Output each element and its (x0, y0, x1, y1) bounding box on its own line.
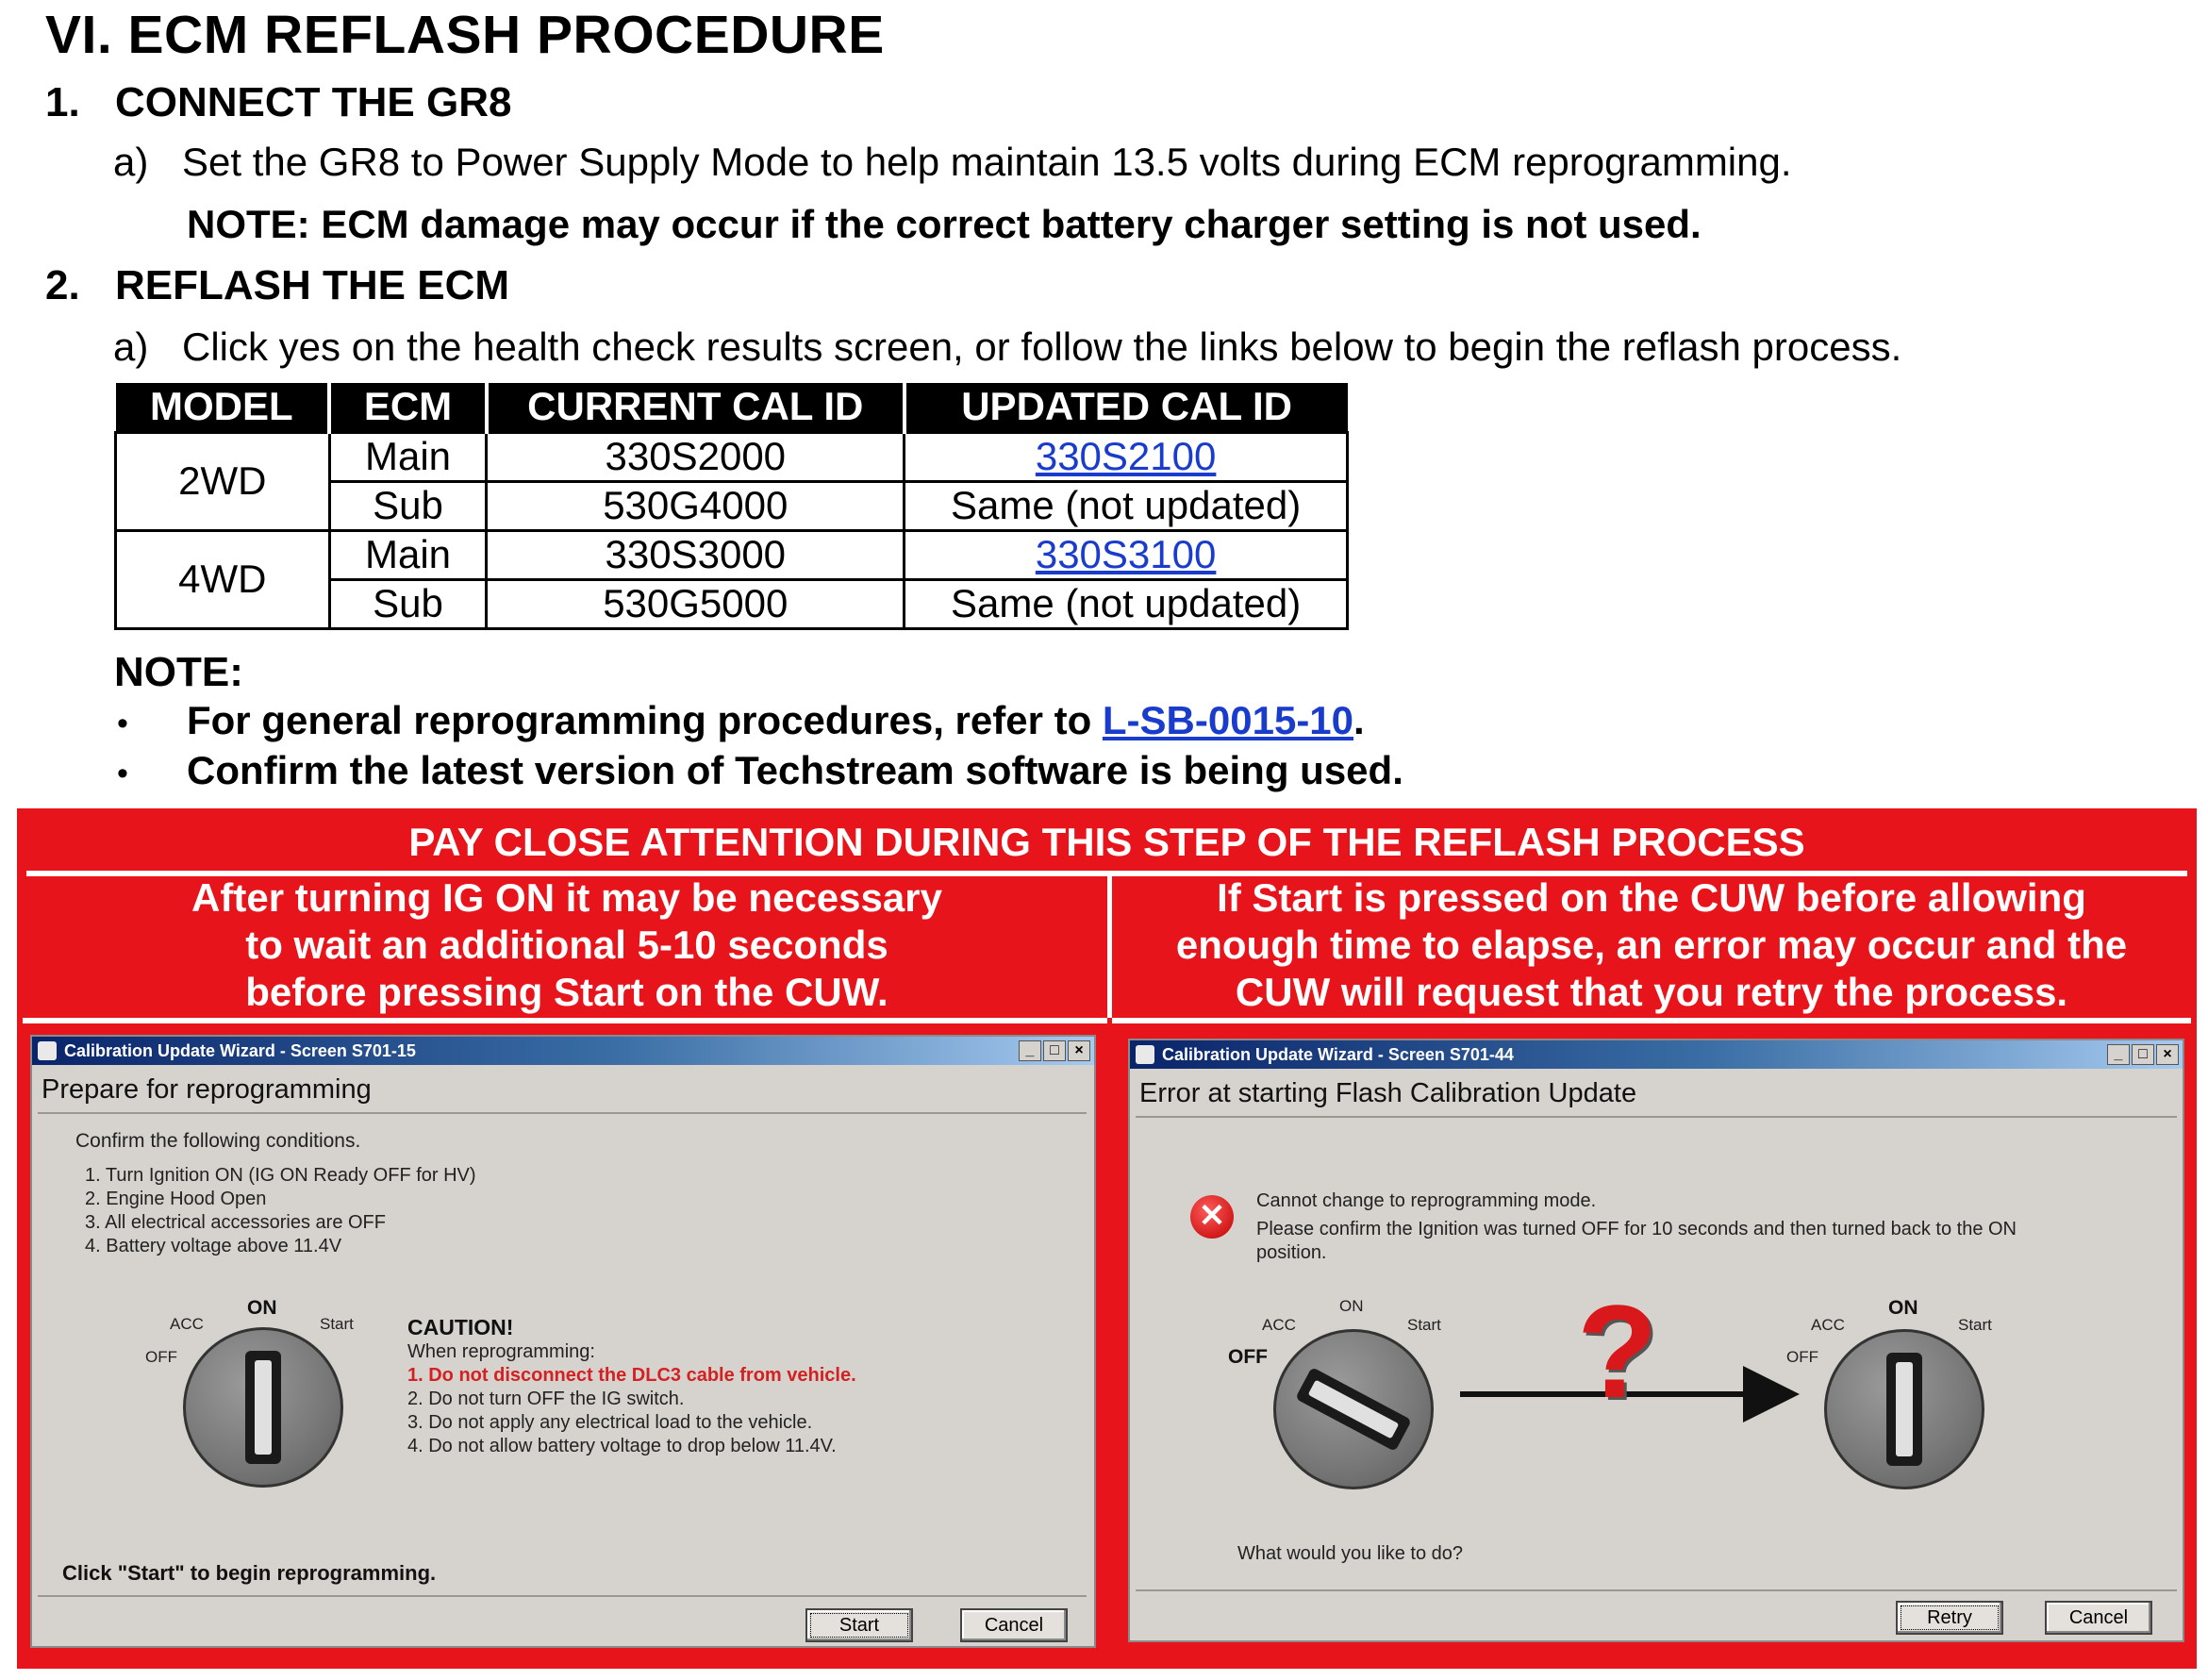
condition-item: 3. All electrical accessories are OFF (85, 1212, 386, 1233)
ignition-key-on-icon (1824, 1329, 1984, 1489)
step2-item-text: Click yes on the health check results screen, or follow the links below to begin the reflash process. (182, 324, 1902, 369)
step2-number: 2. (45, 262, 80, 308)
key-label-off: OFF (1786, 1348, 1818, 1366)
left-subhead-line: After turning IG ON it may be necessary (191, 875, 942, 920)
header-updated-cal-id: UPDATED CAL ID (905, 383, 1348, 432)
key-label-acc: ACC (170, 1315, 204, 1333)
cuw-window-prepare (30, 1035, 1096, 1648)
left-subhead-line: to wait an additional 5-10 seconds (245, 923, 888, 967)
window-title: Calibration Update Wizard - Screen S701-44 (1162, 1045, 1514, 1064)
error-message: Cannot change to reprogramming mode. (1256, 1190, 1597, 1211)
updated-cal-cell (905, 530, 1348, 579)
header-model: MODEL (116, 383, 330, 432)
attention-banner: PAY CLOSE ATTENTION DURING THIS STEP OF THE REFLASH PROCESS (408, 820, 1805, 864)
notes-label: NOTE: (114, 649, 243, 695)
bullet-glyph: • (117, 756, 128, 791)
key-label-start: Start (320, 1315, 354, 1333)
left-subhead (26, 874, 1107, 1016)
model-cell: 2WD (116, 432, 330, 530)
ecm-cell: Sub (329, 579, 487, 628)
question-mark-icon: ? (1577, 1277, 1658, 1425)
footer-divider (38, 1595, 1087, 1597)
bulletin-link[interactable]: L-SB-0015-10 (1102, 698, 1354, 742)
key-label-off: OFF (1228, 1346, 1268, 1368)
ignition-key-icon (183, 1327, 343, 1488)
step1-note: NOTE: ECM damage may occur if the correct battery charger setting is not used. (187, 202, 1702, 246)
close-icon[interactable]: × (1068, 1040, 1090, 1061)
condition-item: 1. Turn Ignition ON (IG ON Ready OFF for HV) (85, 1165, 476, 1186)
cal-id-table (114, 383, 1349, 630)
ecm-cell: Sub (329, 481, 487, 530)
confirm-text: Confirm the following conditions. (75, 1130, 361, 1152)
step2-title: REFLASH THE ECM (115, 262, 509, 308)
app-icon (38, 1041, 57, 1060)
model-cell: 4WD (116, 530, 330, 628)
step1-title: CONNECT THE GR8 (115, 79, 512, 125)
caution-item: 3. Do not apply any electrical load to the vehicle. (407, 1412, 813, 1433)
note-item-1-suffix: . (1353, 698, 1365, 742)
current-cal-cell: 330S2000 (487, 432, 905, 481)
step2-item-letter: a) (113, 324, 149, 369)
current-cal-cell: 330S3000 (487, 530, 905, 579)
right-subhead (1112, 874, 2191, 1016)
ecm-cell: Main (329, 432, 487, 481)
window-heading: Error at starting Flash Calibration Update (1139, 1078, 1637, 1108)
key-slot-icon (245, 1351, 281, 1464)
condition-item: 4. Battery voltage above 11.4V (85, 1236, 342, 1256)
app-icon (1136, 1045, 1154, 1064)
right-subhead-line: enough time to elapse, an error may occur and the (1175, 923, 2128, 967)
right-subhead-line: If Start is pressed on the CUW before allowing (1217, 875, 2086, 920)
error-instruction: Please confirm the Ignition was turned OFF for 10 seconds and then turned back to the ON position. (1256, 1219, 2017, 1263)
key-label-start: Start (1958, 1316, 1992, 1334)
start-button[interactable]: Start (805, 1608, 913, 1642)
cancel-button[interactable]: Cancel (960, 1608, 1068, 1642)
left-subhead-line: before pressing Start on the CUW. (245, 970, 888, 1014)
right-divider (1112, 1018, 2191, 1023)
ignition-key-off-icon (1273, 1329, 1434, 1489)
window-heading: Prepare for reprogramming (42, 1074, 372, 1105)
window-title: Calibration Update Wizard - Screen S701-15 (64, 1041, 416, 1060)
key-label-acc: ACC (1811, 1316, 1845, 1334)
key-label-on: ON (247, 1297, 277, 1319)
ecm-cell: Main (329, 530, 487, 579)
left-divider (23, 1018, 1107, 1023)
table-row (116, 432, 1348, 481)
note-item-1 (187, 698, 1365, 743)
caution-item: 4. Do not allow battery voltage to drop below 11.4V. (407, 1436, 837, 1456)
updated-cal-cell: Same (not updated) (905, 481, 1348, 530)
conditions-list (85, 1164, 476, 1258)
heading-divider (38, 1112, 1087, 1114)
click-start-instruction: Click "Start" to begin reprogramming. (62, 1561, 437, 1585)
key-slot-icon (1295, 1367, 1412, 1452)
updated-cal-link[interactable]: 330S3100 (1035, 532, 1217, 576)
window-titlebar (1130, 1040, 2183, 1069)
maximize-icon[interactable]: □ (2132, 1044, 2154, 1065)
minimize-icon[interactable]: _ (1019, 1040, 1041, 1061)
error-icon: ✕ (1190, 1195, 1234, 1239)
minimize-icon[interactable]: _ (2107, 1044, 2130, 1065)
step1-number: 1. (45, 79, 80, 125)
heading-divider (1136, 1116, 2177, 1118)
step1-item-letter: a) (113, 140, 149, 184)
key-label-start: Start (1407, 1316, 1441, 1334)
bullet-glyph: • (117, 706, 128, 741)
key-label-off: OFF (145, 1348, 177, 1366)
cancel-button[interactable]: Cancel (2045, 1601, 2152, 1635)
section-title: VI. ECM REFLASH PROCEDURE (45, 5, 885, 65)
prompt-text: What would you like to do? (1237, 1543, 1464, 1564)
window-titlebar (32, 1037, 1094, 1065)
updated-cal-link[interactable]: 330S2100 (1035, 434, 1217, 478)
caution-intro: When reprogramming: (407, 1341, 595, 1362)
caution-item: 2. Do not turn OFF the IG switch. (407, 1389, 685, 1409)
key-label-on: ON (1888, 1297, 1918, 1319)
cuw-window-error (1128, 1039, 2184, 1642)
note-item-1-prefix: For general reprogramming procedures, refer to (187, 698, 1103, 742)
close-icon[interactable]: × (2156, 1044, 2179, 1065)
right-subhead-line: CUW will request that you retry the process. (1235, 970, 2068, 1014)
header-ecm: ECM (329, 383, 487, 432)
current-cal-cell: 530G4000 (487, 481, 905, 530)
step1-item-text: Set the GR8 to Power Supply Mode to help maintain 13.5 volts during ECM reprogramming. (182, 140, 1792, 184)
footer-divider (1136, 1589, 2177, 1591)
note-item-2: Confirm the latest version of Techstream software is being used. (187, 748, 1403, 792)
caution-item-critical: 1. Do not disconnect the DLC3 cable from vehicle. (407, 1365, 856, 1386)
attention-box (17, 808, 2197, 1669)
header-current-cal-id: CURRENT CAL ID (487, 383, 905, 432)
condition-item: 2. Engine Hood Open (85, 1189, 267, 1209)
key-label-on: ON (1339, 1297, 1364, 1315)
updated-cal-cell (905, 432, 1348, 481)
retry-button[interactable]: Retry (1896, 1601, 2003, 1635)
key-slot-icon (1886, 1353, 1922, 1466)
caution-title: CAUTION! (407, 1315, 514, 1339)
key-label-acc: ACC (1262, 1316, 1296, 1334)
current-cal-cell: 530G5000 (487, 579, 905, 628)
table-row (116, 530, 1348, 579)
table-header-row (116, 383, 1348, 432)
maximize-icon[interactable]: □ (1043, 1040, 1066, 1061)
updated-cal-cell: Same (not updated) (905, 579, 1348, 628)
